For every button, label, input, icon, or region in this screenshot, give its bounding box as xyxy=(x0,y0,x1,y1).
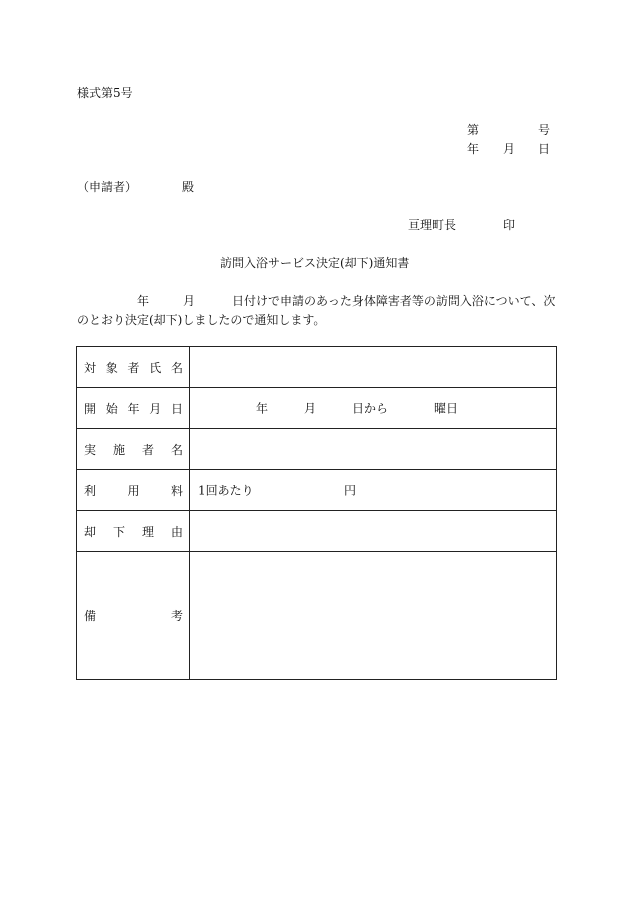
doc-number-prefix: 第 xyxy=(467,123,480,137)
fee-per-visit: 1回あたり xyxy=(198,483,254,498)
start-date-from: 日から xyxy=(352,401,389,416)
label-char: 年 xyxy=(127,401,140,416)
label-provider-name xyxy=(77,429,190,470)
label-char: 象 xyxy=(105,360,118,375)
label-rejection-reason xyxy=(77,511,190,552)
label-char: 実 xyxy=(84,442,97,457)
issuer-name: 亘理町長 xyxy=(408,218,457,232)
value-provider-name[interactable] xyxy=(190,429,557,470)
label-char: 始 xyxy=(105,401,118,416)
label-char: 開 xyxy=(84,401,97,416)
label-char: 利 xyxy=(84,483,97,498)
document-title: 訪問入浴サービス決定(却下)通知書 xyxy=(220,256,410,270)
label-remarks xyxy=(77,552,190,680)
label-char: 考 xyxy=(170,609,183,623)
label-char: 月 xyxy=(149,401,162,416)
date-month: 月 xyxy=(503,142,516,156)
body-year: 年 xyxy=(137,294,150,308)
label-char: 者 xyxy=(141,442,154,457)
label-char: 料 xyxy=(170,483,183,498)
label-char: 備 xyxy=(84,609,97,623)
value-remarks[interactable] xyxy=(190,552,557,680)
addressee-honorific: 殿 xyxy=(182,180,195,194)
label-subject-name xyxy=(77,347,190,388)
value-start-date[interactable] xyxy=(190,388,557,429)
label-char: 名 xyxy=(170,442,183,457)
start-date-weekday: 曜日 xyxy=(434,401,459,416)
row-provider-name xyxy=(77,429,557,470)
body-text-line2: のとおり決定(却下)しましたので通知します。 xyxy=(77,313,326,327)
label-char: 施 xyxy=(112,442,125,457)
row-start-date xyxy=(77,388,557,429)
form-number: 様式第5号 xyxy=(77,86,133,100)
label-char: 対 xyxy=(84,360,97,375)
date-day: 日 xyxy=(538,142,551,156)
label-char: 氏 xyxy=(149,360,162,375)
date-year: 年 xyxy=(467,142,480,156)
issuer-seal: 印 xyxy=(503,218,516,232)
row-fee xyxy=(77,470,557,511)
label-char: 日 xyxy=(170,401,183,416)
addressee-label: （申請者） xyxy=(77,180,138,194)
fee-unit: 円 xyxy=(344,483,357,498)
value-fee[interactable] xyxy=(190,470,557,511)
body-text-line1: 日付けで申請のあった身体障害者等の訪問入浴について、次 xyxy=(232,294,556,308)
label-start-date xyxy=(77,388,190,429)
value-rejection-reason[interactable] xyxy=(190,511,557,552)
label-char: 者 xyxy=(127,360,140,375)
row-subject-name xyxy=(77,347,557,388)
label-fee xyxy=(77,470,190,511)
value-subject-name[interactable] xyxy=(190,347,557,388)
row-rejection-reason xyxy=(77,511,557,552)
label-char: 由 xyxy=(170,524,183,539)
label-char: 名 xyxy=(170,360,183,375)
label-char: 下 xyxy=(112,524,125,539)
label-char: 却 xyxy=(84,524,97,539)
start-date-year: 年 xyxy=(256,401,269,416)
body-month: 月 xyxy=(183,294,196,308)
doc-number-suffix: 号 xyxy=(538,123,551,137)
notice-table xyxy=(76,346,557,680)
label-char: 理 xyxy=(141,524,154,539)
start-date-month: 月 xyxy=(304,401,317,416)
row-remarks xyxy=(77,552,557,680)
label-char: 用 xyxy=(127,483,140,498)
